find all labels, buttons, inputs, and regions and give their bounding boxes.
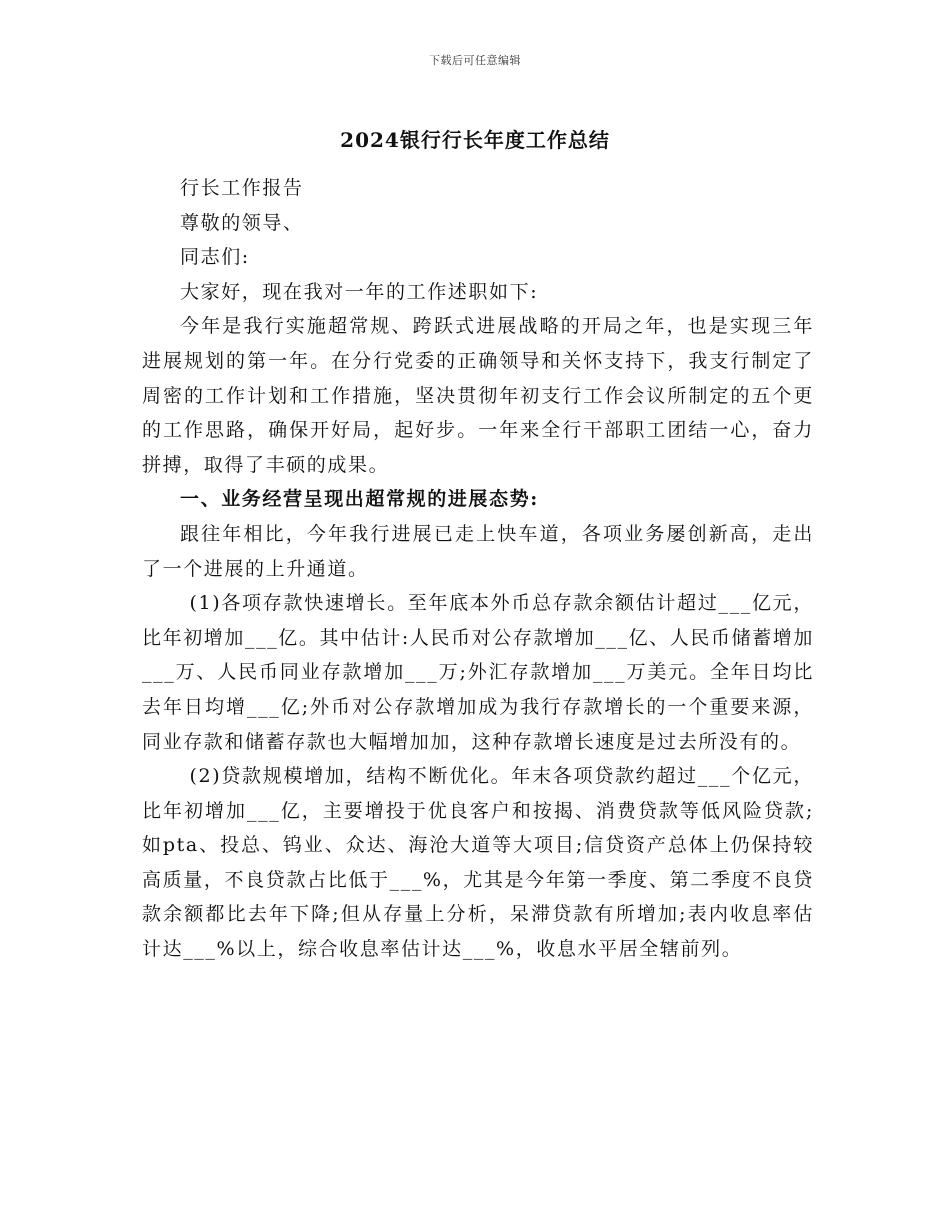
header-note: 下载后可任意编辑 (429, 54, 521, 67)
document-body (142, 171, 814, 967)
opening-line: 大家好，现在我对一年的工作述职如下: (180, 280, 539, 303)
report-heading: 行长工作报告 (180, 177, 304, 199)
section-heading-1: 一、业务经营呈现出超常规的进展态势: (180, 488, 539, 511)
loan-paragraph: (2)贷款规模增加，结构不断优化。年末各项贷款约超过___个亿元，比年初增加___亿，主要增投于优良客户和按揭、消费贷款等低风险贷款;如pta、投总、钨业、众达、海沧大道等大项目;信贷资产总体上仍保持较高质量，不良贷款占比低于___%，尤其是今年第一季度、第二季度不良贷款余额都比去年下降;但从存量上分析，呆滞贷款有所增加;表内收息率估计达___%以上，综合收息率估计达___%，收息水平居全辖前列。 (142, 765, 814, 961)
intro-paragraph: 今年是我行实施超常规、跨跃式进展战略的开局之年，也是实现三年进展规划的第一年。在分行党委的正确领导和关怀支持下，我支行制定了周密的工作计划和工作措施，坚决贯彻年初支行工作会议所制定的五个更的工作思路，确保开好局，起好步。一年来全行干部职工团结一心，奋力拼搏，取得了丰硕的成果。 (142, 315, 814, 476)
salutation-line-1: 尊敬的领导、 (180, 211, 304, 234)
salutation-line-2: 同志们: (180, 246, 250, 269)
section-1-paragraph: 跟往年相比，今年我行进展已走上快车道，各项业务屡创新高，走出了一个进展的上升通道。 (142, 522, 814, 580)
deposit-paragraph: (1)各项存款快速增长。至年底本外币总存款余额估计超过___亿元，比年初增加___亿。其中估计:人民币对公存款增加___亿、人民币储蓄增加___万、人民币同业存款增加___万;外汇存款增加___万美元。全年日均比去年日均增___亿;外币对公存款增加成为我行存款增长的一个重要来源，同业存款和储蓄存款也大幅增加加，这种存款增长速度是过去所没有的。 (142, 592, 815, 753)
document-title: 2024银行行长年度工作总结 (340, 128, 610, 152)
